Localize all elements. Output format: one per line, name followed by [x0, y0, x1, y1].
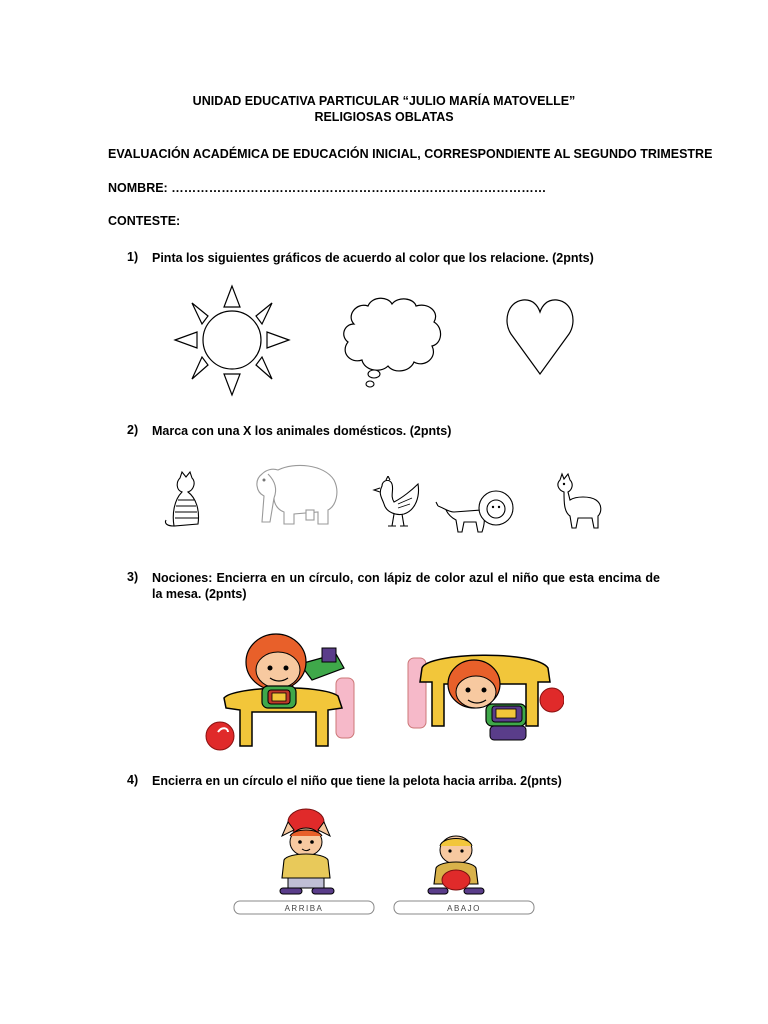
- question-1-number: 1): [127, 250, 139, 264]
- question-1-text: Pinta los siguientes gráficos de acuerdo al color que los relacione. (2pnts): [152, 251, 594, 265]
- boy-ball-up-image: [268, 806, 348, 898]
- heart-drawing: [503, 296, 577, 378]
- boy-under-table-image: [404, 628, 564, 754]
- elephant-drawing: [248, 460, 340, 530]
- question-4-number: 4): [127, 773, 139, 787]
- school-name: UNIDAD EDUCATIVA PARTICULAR “JULIO MARÍA MATOVELLE”: [192, 94, 576, 108]
- evaluation-title: EVALUACIÓN ACADÉMICA DE EDUCACIÓN INICIAL, CORRESPONDIENTE AL SEGUNDO TRIMESTRE: [108, 147, 713, 161]
- boy-ball-down-image: [420, 834, 490, 896]
- lion-drawing: [434, 488, 520, 536]
- label-abajo-text: ABAJO: [447, 904, 481, 913]
- boy-on-table-image: [204, 628, 358, 754]
- label-arriba: [232, 898, 376, 918]
- hen-drawing: [372, 476, 422, 532]
- question-2-number: 2): [127, 423, 139, 437]
- cloud-drawing: [340, 294, 446, 390]
- sun-drawing: [170, 283, 294, 399]
- question-2-text: Marca con una X los animales domésticos. (2pnts): [152, 424, 452, 438]
- instruction: CONTESTE:: [108, 214, 181, 228]
- question-4-text: Encierra en un círculo el niño que tiene la pelota hacia arriba. 2(pnts): [152, 774, 562, 788]
- label-arriba-text: ARRIBA: [284, 904, 324, 913]
- label-abajo: [392, 898, 536, 918]
- llama-drawing: [552, 470, 604, 532]
- school-order: RELIGIOSAS OBLATAS: [314, 110, 454, 124]
- question-3-number: 3): [127, 570, 139, 584]
- name-line: NOMBRE: ………………………………………………………………………………: [108, 181, 547, 195]
- question-3-text: Nociones: Encierra en un círculo, con lápiz de color azul el niño que esta encima de la mesa. (2pnts): [152, 571, 660, 601]
- cat-drawing: [162, 470, 210, 532]
